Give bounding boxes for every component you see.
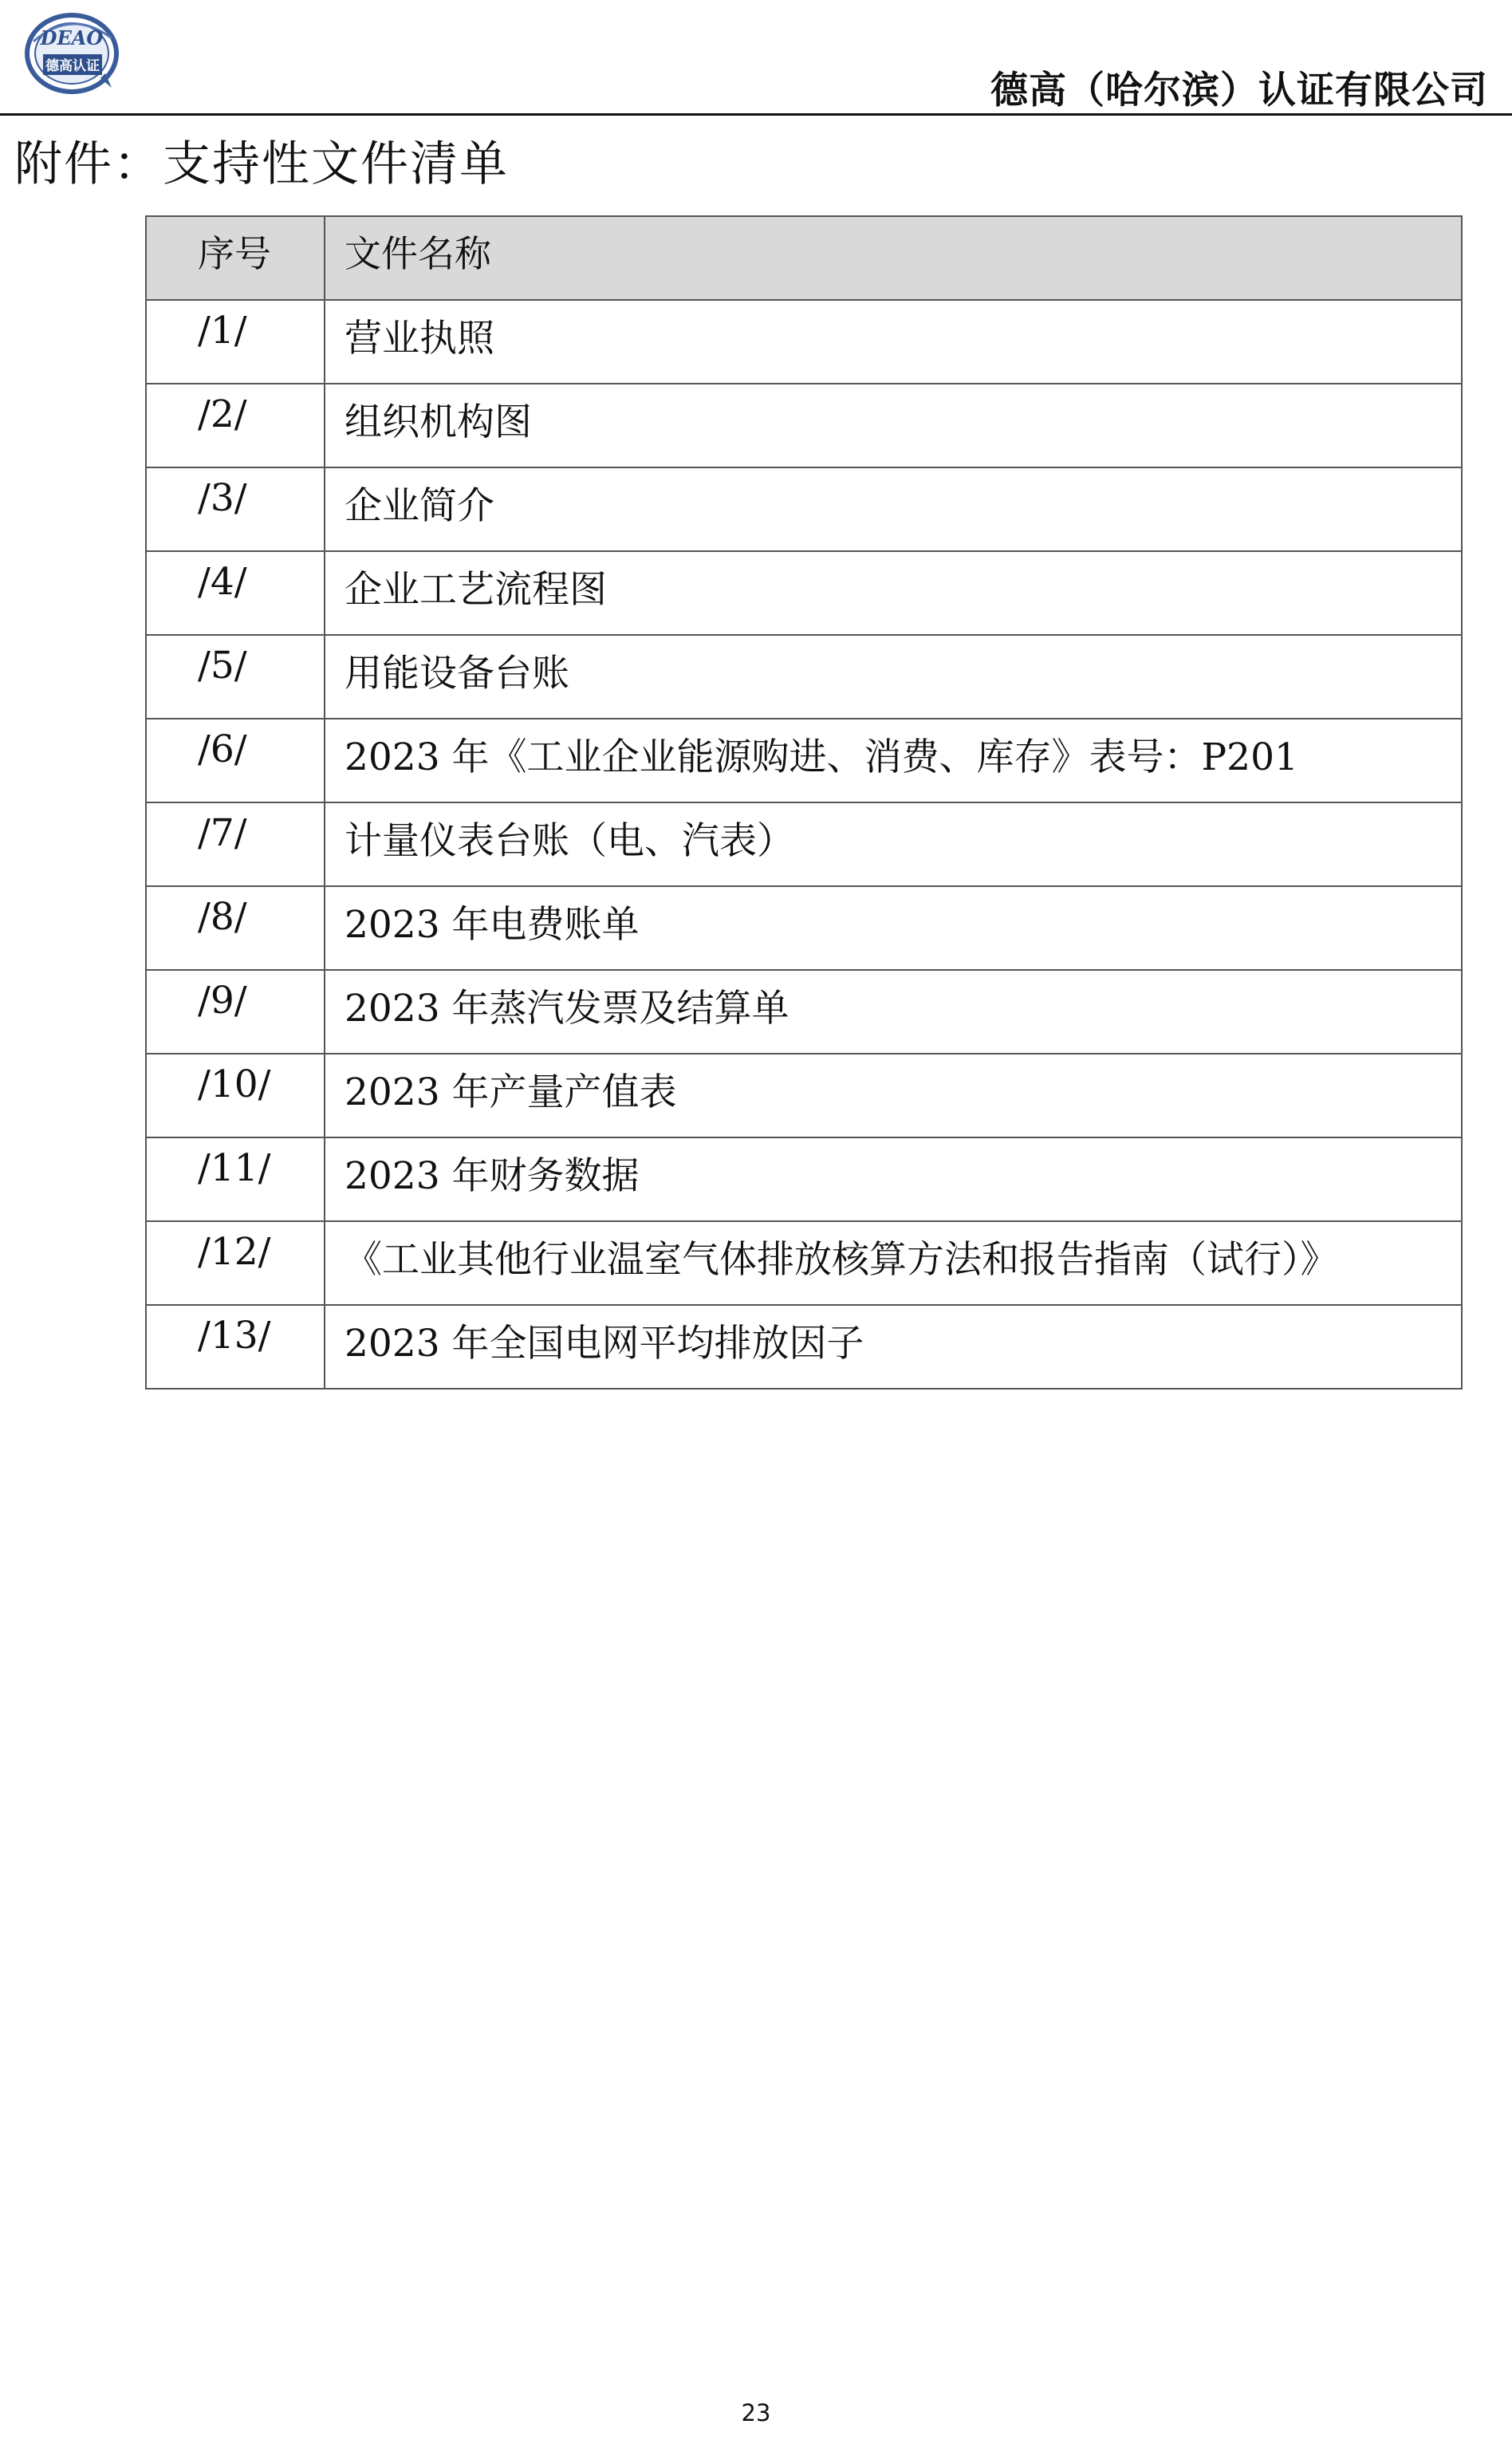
row-number-cell: /4/ — [146, 551, 325, 635]
company-name: 德高（哈尔滨）认证有限公司 — [990, 69, 1488, 112]
logo-text-bottom: 德高认证 — [45, 58, 100, 74]
document-name-cell: 2023 年产量产值表 — [325, 1054, 1462, 1137]
document-name-cell: 用能设备台账 — [325, 635, 1462, 719]
document-name-cell: 2023 年《工业企业能源购进、消费、库存》表号：P201 — [325, 719, 1462, 802]
column-header-document-name: 文件名称 — [325, 216, 1462, 300]
document-name-cell: 企业简介 — [325, 467, 1462, 551]
row-number-cell: /5/ — [146, 635, 325, 719]
row-number-cell: /11/ — [146, 1137, 325, 1221]
document-name-cell: 2023 年财务数据 — [325, 1137, 1462, 1221]
document-name-cell: 组织机构图 — [325, 384, 1462, 467]
page-number: 23 — [741, 2399, 771, 2426]
row-number-cell: /2/ — [146, 384, 325, 467]
column-header-number: 序号 — [146, 216, 325, 300]
logo-text-top: DEAO — [40, 26, 104, 49]
document-name-cell: 计量仪表台账（电、汽表） — [325, 802, 1462, 886]
row-number-cell: /12/ — [146, 1221, 325, 1305]
table-row — [146, 1054, 1462, 1137]
page-title: 附件：支持性文件清单 — [14, 136, 509, 192]
table-row — [146, 1137, 1462, 1221]
document-name-cell: 2023 年全国电网平均排放因子 — [325, 1305, 1462, 1389]
document-name-cell: 营业执照 — [325, 300, 1462, 384]
header-divider — [0, 113, 1512, 116]
table-row — [146, 719, 1462, 802]
row-number-cell: /13/ — [146, 1305, 325, 1389]
row-number-cell: /3/ — [146, 467, 325, 551]
document-name-cell: 企业工艺流程图 — [325, 551, 1462, 635]
row-number-cell: /7/ — [146, 802, 325, 886]
company-logo — [22, 10, 123, 97]
document-name-cell: 2023 年电费账单 — [325, 886, 1462, 970]
table-row — [146, 467, 1462, 551]
table-row — [146, 886, 1462, 970]
table-row — [146, 1221, 1462, 1305]
company-seal-logo-icon — [22, 10, 123, 97]
table-row — [146, 1305, 1462, 1389]
row-number-cell: /10/ — [146, 1054, 325, 1137]
supporting-documents-table — [145, 215, 1463, 1390]
table-header-row — [146, 216, 1462, 300]
table-row — [146, 300, 1462, 384]
document-name-cell: 《工业其他行业温室气体排放核算方法和报告指南（试行）》 — [325, 1221, 1462, 1305]
table-row — [146, 384, 1462, 467]
row-number-cell: /1/ — [146, 300, 325, 384]
row-number-cell: /9/ — [146, 970, 325, 1054]
document-name-cell: 2023 年蒸汽发票及结算单 — [325, 970, 1462, 1054]
table-row — [146, 970, 1462, 1054]
table-row — [146, 551, 1462, 635]
row-number-cell: /6/ — [146, 719, 325, 802]
table-row — [146, 635, 1462, 719]
row-number-cell: /8/ — [146, 886, 325, 970]
table-row — [146, 802, 1462, 886]
